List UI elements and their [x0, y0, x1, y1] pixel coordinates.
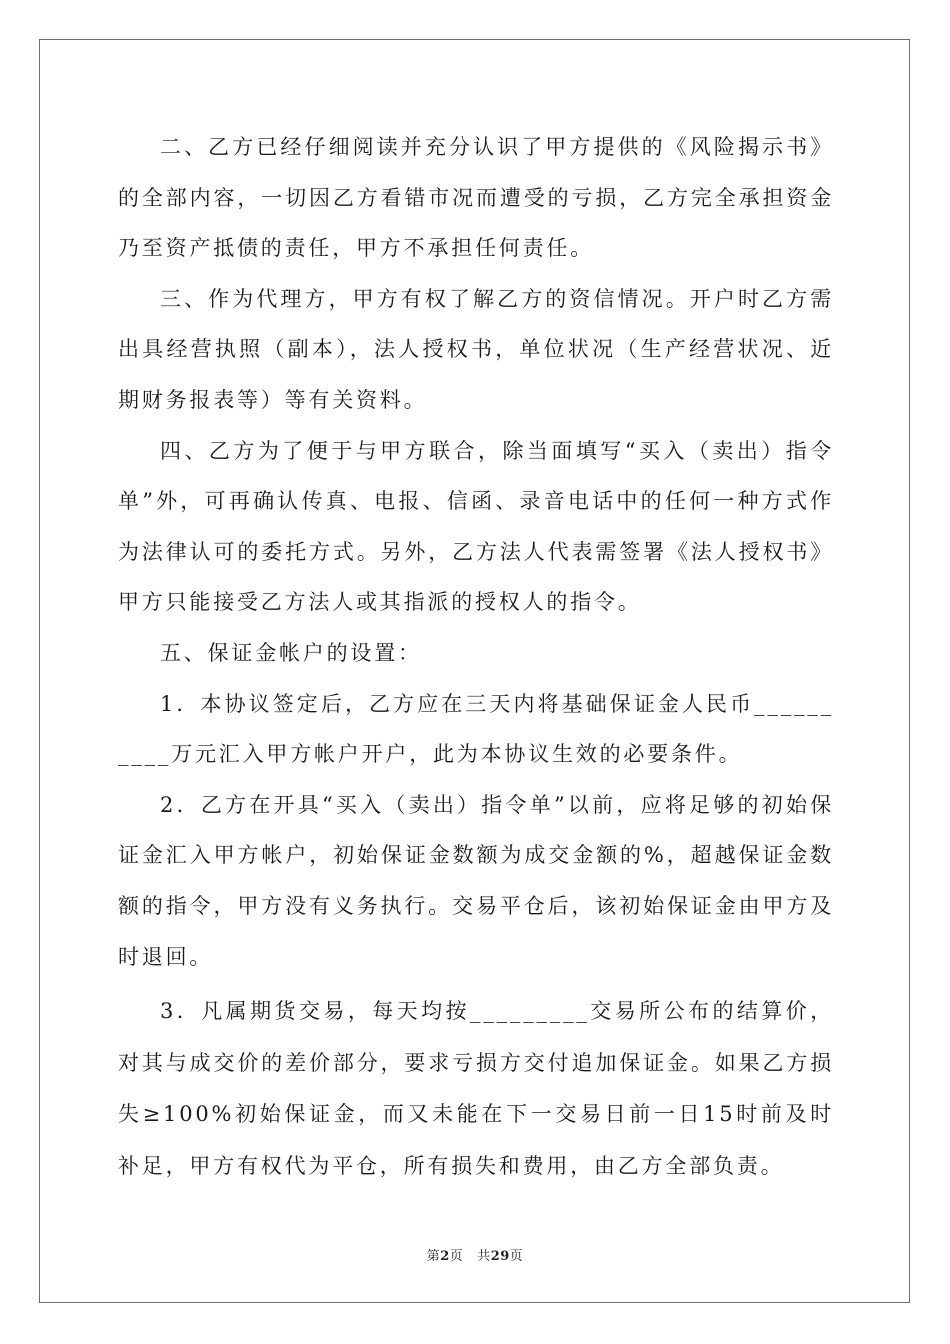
footer-page-current: 2 — [440, 1249, 450, 1264]
footer-total-prefix: 共 — [477, 1249, 491, 1264]
paragraph-clause-2: 二、乙方已经仔细阅读并充分认识了甲方提供的《风险揭示书》的全部内容，一切因乙方看错市况而遭受的亏损，乙方完全承担资金乃至资产抵债的责任，甲方不承担任何责任。 — [118, 135, 834, 261]
page-footer — [0, 1245, 950, 1264]
paragraph-item-3: 3．凡属期货交易，每天均按_________交易所公布的结算价，对其与成交价的差价部分，要求亏损方交付追加保证金。如果乙方损失≥100%初始保证金，而又未能在下一交易日前一日15时前及时补足，甲方有权代为平仓，所有损失和费用，由乙方全部负责。 — [118, 999, 834, 1178]
document-body — [118, 122, 834, 1192]
footer-total-suffix: 页 — [509, 1249, 524, 1264]
paragraph-clause-3: 三、作为代理方，甲方有权了解乙方的资信情况。开户时乙方需出具经营执照（副本），法人授权书，单位状况（生产经营状况、近期财务报表等）等有关资料。 — [118, 286, 834, 412]
paragraph-clause-5-heading: 五、保证金帐户的设置： — [160, 640, 422, 665]
paragraph-item-2: 2．乙方在开具“买入（卖出）指令单”以前，应将足够的初始保证金汇入甲方帐户，初始保证金数额为成交金额的%，超越保证金数额的指令，甲方没有义务执行。交易平仓后，该初始保证金由甲方及时退回。 — [118, 792, 834, 969]
paragraph-clause-4: 四、乙方为了便于与甲方联合，除当面填写“买入（卖出）指令单”外，可再确认传真、电报、信函、录音电话中的任何一种方式作为法律认可的委托方式。另外，乙方法人代表需签署《法人授权书》甲方只能接受乙方法人或其指派的授权人的指令。 — [118, 438, 834, 615]
footer-page-total: 29 — [490, 1249, 510, 1264]
footer-page-suffix: 页 — [449, 1249, 464, 1264]
footer-page-prefix: 第 — [426, 1249, 441, 1264]
paragraph-item-1: 1．本协议签定后，乙方应在三天内将基础保证金人民币__________万元汇入甲方帐户开户，此为本协议生效的必要条件。 — [118, 691, 834, 767]
